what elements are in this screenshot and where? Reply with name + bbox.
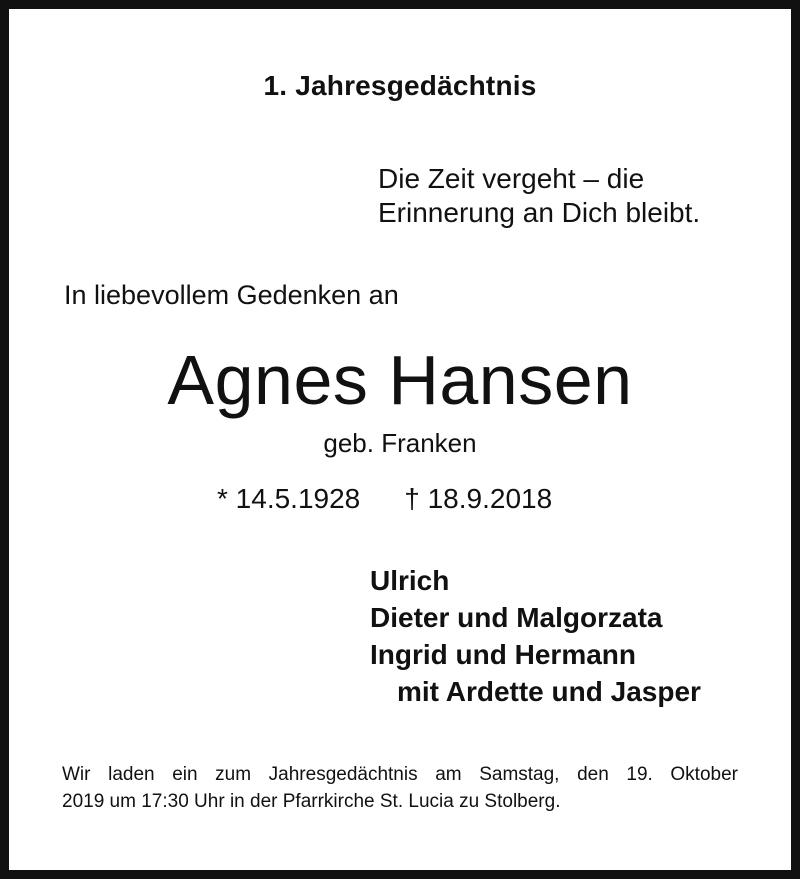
quote-line-2: Erinnerung an Dich bleibt. bbox=[378, 197, 701, 228]
deceased-name: Agnes Hansen bbox=[167, 341, 633, 419]
family-member: mit Ardette und Jasper bbox=[397, 676, 701, 707]
family-signatures bbox=[370, 562, 701, 710]
life-dates bbox=[217, 483, 552, 515]
family-member: Ingrid und Hermann bbox=[370, 639, 636, 670]
notice-line-2: 2019 um 17:30 Uhr in der Pfarrkirche St. Lucia zu Stolberg. bbox=[62, 791, 561, 812]
family-member: Dieter und Malgorzata bbox=[370, 602, 663, 633]
announcement-heading: 1. Jahresgedächtnis bbox=[263, 70, 537, 101]
family-member: Ulrich bbox=[370, 565, 450, 596]
service-notice bbox=[62, 761, 738, 815]
notice-line-1: Wir laden ein zum Jahresgedächtnis am Samstag, den 19. Oktober bbox=[62, 764, 738, 785]
quote-line-1: Die Zeit vergeht – die bbox=[378, 163, 645, 194]
maiden-name: geb. Franken bbox=[323, 428, 477, 458]
birth-date: * 14.5.1928 bbox=[217, 483, 361, 514]
memorial-quote bbox=[378, 162, 700, 230]
death-date: † 18.9.2018 bbox=[404, 483, 553, 514]
remembrance-intro: In liebevollem Gedenken an bbox=[64, 280, 399, 310]
